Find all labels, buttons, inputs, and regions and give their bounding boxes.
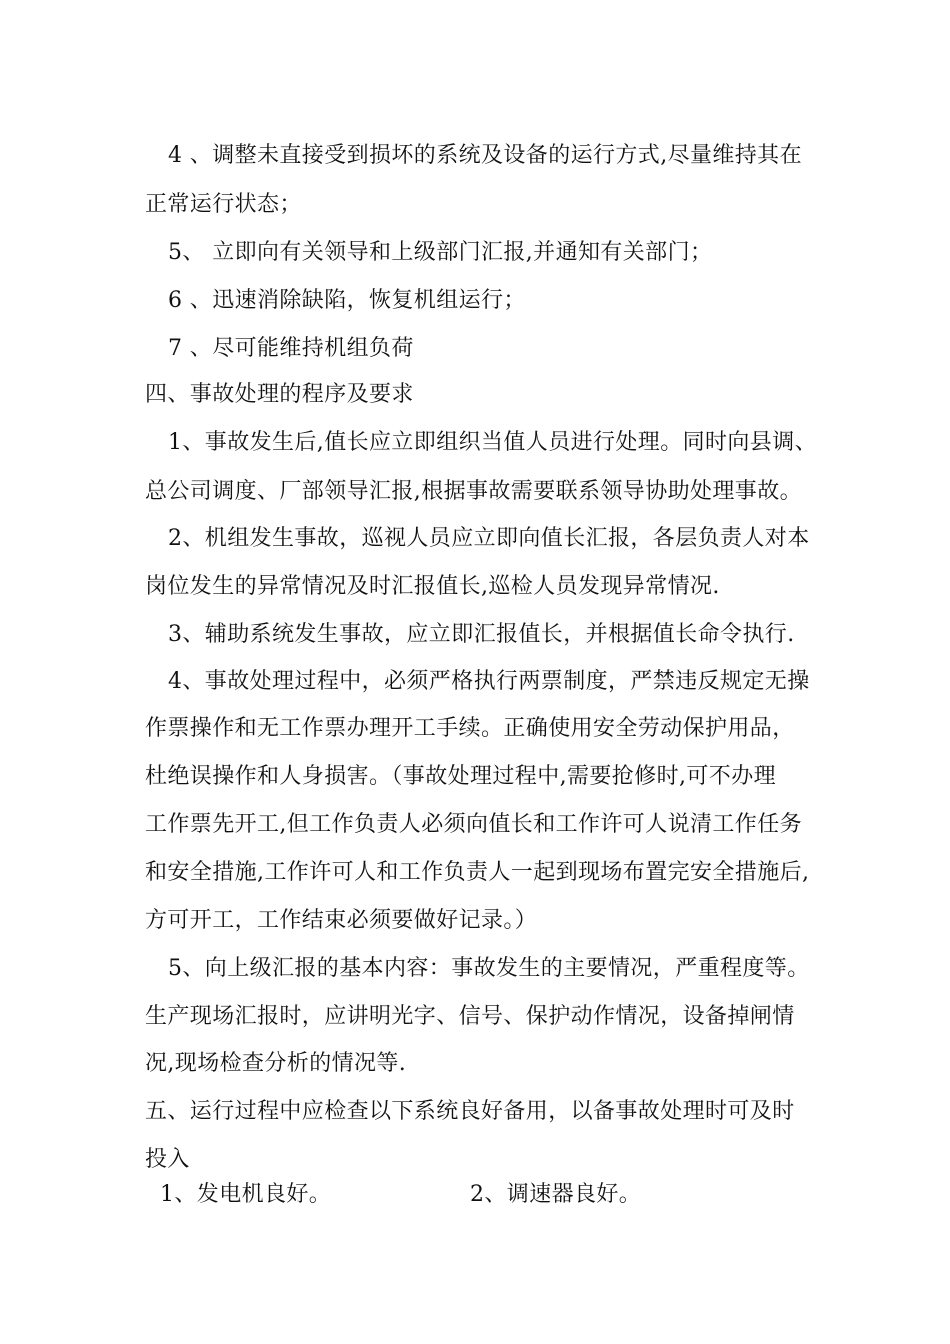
paragraph-line: 生产现场汇报时，应讲明光字、信号、保护动作情况，设备掉闸情 bbox=[145, 1004, 795, 1029]
paragraph-line: 岗位发生的异常情况及时汇报值长,巡检人员发现异常情况. bbox=[145, 574, 720, 599]
section-heading: 四、事故处理的程序及要求 bbox=[145, 382, 414, 407]
paragraph-line: 1、事故发生后,值长应立即组织当值人员进行处理。同时向县调、 bbox=[168, 430, 817, 455]
item-generator: 1、发电机良好。 bbox=[160, 1182, 332, 1207]
paragraph-line: 工作票先开工,但工作负责人必须向值长和工作许可人说清工作任务 bbox=[145, 812, 802, 837]
paragraph-line: 5、向上级汇报的基本内容：事故发生的主要情况，严重程度等。 bbox=[168, 956, 810, 981]
paragraph-line: 况,现场检查分析的情况等. bbox=[145, 1051, 407, 1076]
paragraph-line: 4 、调整未直接受到损坏的系统及设备的运行方式,尽量维持其在 bbox=[168, 143, 802, 168]
paragraph-line: 投入 bbox=[145, 1147, 190, 1172]
paragraph-line: 和安全措施,工作许可人和工作负责人一起到现场布置完安全措施后, bbox=[145, 860, 810, 885]
paragraph-line: 2、机组发生事故，巡视人员应立即向值长汇报，各层负责人对本 bbox=[168, 526, 810, 551]
paragraph-line: 7 、尽可能维持机组负荷 bbox=[168, 336, 414, 361]
paragraph-line: 正常运行状态； bbox=[145, 192, 302, 217]
paragraph-line: 4、事故处理过程中，必须严格执行两票制度，严禁违反规定无操 bbox=[168, 669, 810, 694]
paragraph-line: 方可开工，工作结束必须要做好记录。） bbox=[145, 908, 538, 933]
paragraph-line: 杜绝误操作和人身损害。（事故处理过程中,需要抢修时,可不办理 bbox=[145, 764, 776, 789]
item-governor: 2、调速器良好。 bbox=[470, 1182, 642, 1207]
paragraph-line: 5、 立即向有关领导和上级部门汇报,并通知有关部门； bbox=[168, 240, 713, 265]
paragraph-line: 3、辅助系统发生事故，应立即汇报值长，并根据值长命令执行. bbox=[168, 622, 795, 647]
section-heading: 五、运行过程中应检查以下系统良好备用，以备事故处理时可及时 bbox=[145, 1099, 795, 1124]
paragraph-line: 总公司调度、厂部领导汇报,根据事故需要联系领导协助处理事故。 bbox=[145, 479, 802, 504]
paragraph-line: 作票操作和无工作票办理开工手续。正确使用安全劳动保护用品， bbox=[145, 716, 795, 741]
paragraph-line: 6 、迅速消除缺陷，恢复机组运行； bbox=[168, 288, 526, 313]
